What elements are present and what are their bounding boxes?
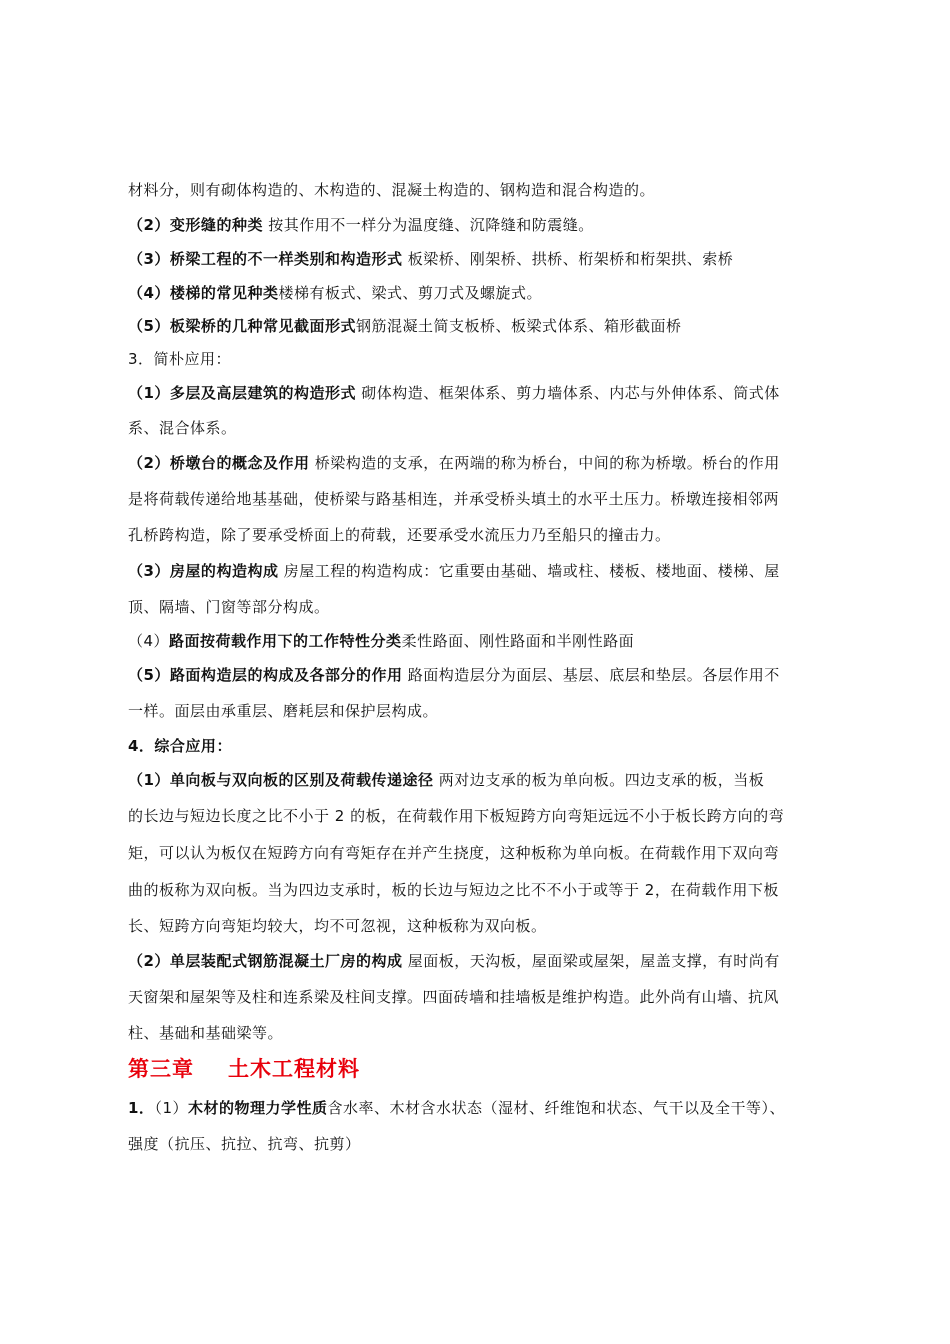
text-line: （5）路面构造层的构成及各部分的作用 路面构造层分为面层、基层、底层和垫层。各层作用不 xyxy=(128,666,780,684)
text-line: （1）单向板与双向板的区别及荷载传递途径 两对边支承的板为单向板。四边支承的板，当板 xyxy=(128,771,765,789)
chapter-number: 第三章 xyxy=(128,1057,194,1081)
chapter-title xyxy=(128,1055,360,1083)
text-line: 1．（1）木材的物理力学性质含水率、木材含水状态（湿材、纤维饱和状态、气干以及全干等）、 xyxy=(128,1099,786,1117)
text-line: 是将荷载传递给地基基础，使桥梁与路基相连，并承受桥头填土的水平土压力。桥墩连接相邻两 xyxy=(128,490,780,508)
text-line: （1）多层及高层建筑的构造形式 砌体构造、框架体系、剪力墙体系、内芯与外伸体系、筒式体 xyxy=(128,384,780,402)
text-line: （4）路面按荷载作用下的工作特性分类柔性路面、刚性路面和半刚性路面 xyxy=(128,632,635,650)
text-line: 天窗架和屋架等及柱和连系梁及柱间支撑。四面砖墙和挂墙板是维护构造。此外尚有山墙、抗风 xyxy=(128,988,780,1006)
text-line: （3）桥梁工程的不一样类别和构造形式 板梁桥、刚架桥、拱桥、桁架桥和桁架拱、索桥 xyxy=(128,250,734,268)
section-heading: 3．简朴应用： xyxy=(128,350,232,368)
text-line: （2）桥墩台的概念及作用 桥梁构造的支承，在两端的称为桥台，中间的称为桥墩。桥台的作用 xyxy=(128,454,780,472)
text-line: 长、短跨方向弯矩均较大，均不可忽视，这种板称为双向板。 xyxy=(128,917,547,935)
text-line: 一样。面层由承重层、磨耗层和保护层构成。 xyxy=(128,702,439,720)
text-line: （3）房屋的构造构成 房屋工程的构造构成：它重要由基础、墙或柱、楼板、楼地面、楼梯、屋 xyxy=(128,562,780,580)
text-line: （2）单层装配式钢筋混凝土厂房的构成 屋面板，天沟板，屋面梁或屋架，屋盖支撑，有时尚有 xyxy=(128,952,780,970)
text-line: 顶、隔墙、门窗等部分构成。 xyxy=(128,598,330,616)
text-line: （4）楼梯的常见种类楼梯有板式、梁式、剪刀式及螺旋式。 xyxy=(128,284,542,302)
text-line: 系、混合体系。 xyxy=(128,419,237,437)
text-line: （2）变形缝的种类 按其作用不一样分为温度缝、沉降缝和防震缝。 xyxy=(128,216,594,234)
text-line: 曲的板称为双向板。当为四边支承时，板的长边与短边之比不不小于或等于 2，在荷载作用下板 xyxy=(128,881,779,899)
text-line: 孔桥跨构造，除了要承受桥面上的荷载，还要承受水流压力乃至船只的撞击力。 xyxy=(128,526,671,544)
text-line: 材料分，则有砌体构造的、木构造的、混凝土构造的、钢构造和混合构造的。 xyxy=(128,181,656,199)
text-line: 柱、基础和基础梁等。 xyxy=(128,1024,284,1042)
chapter-name: 土木工程材料 xyxy=(228,1057,360,1081)
text-line: 强度（抗压、抗拉、抗弯、抗剪） xyxy=(128,1135,361,1153)
text-line: 的长边与短边长度之比不小于 2 的板，在荷载作用下板短跨方向弯矩远远不小于板长跨方向的弯 xyxy=(128,807,785,825)
text-line: （5）板梁桥的几种常见截面形式钢筋混凝土简支板桥、板梁式体系、箱形截面桥 xyxy=(128,317,682,335)
section-heading: 4．综合应用： xyxy=(128,737,232,755)
text-line: 矩，可以认为板仅在短跨方向有弯矩存在并产生挠度，这种板称为单向板。在荷载作用下双向弯 xyxy=(128,844,780,862)
